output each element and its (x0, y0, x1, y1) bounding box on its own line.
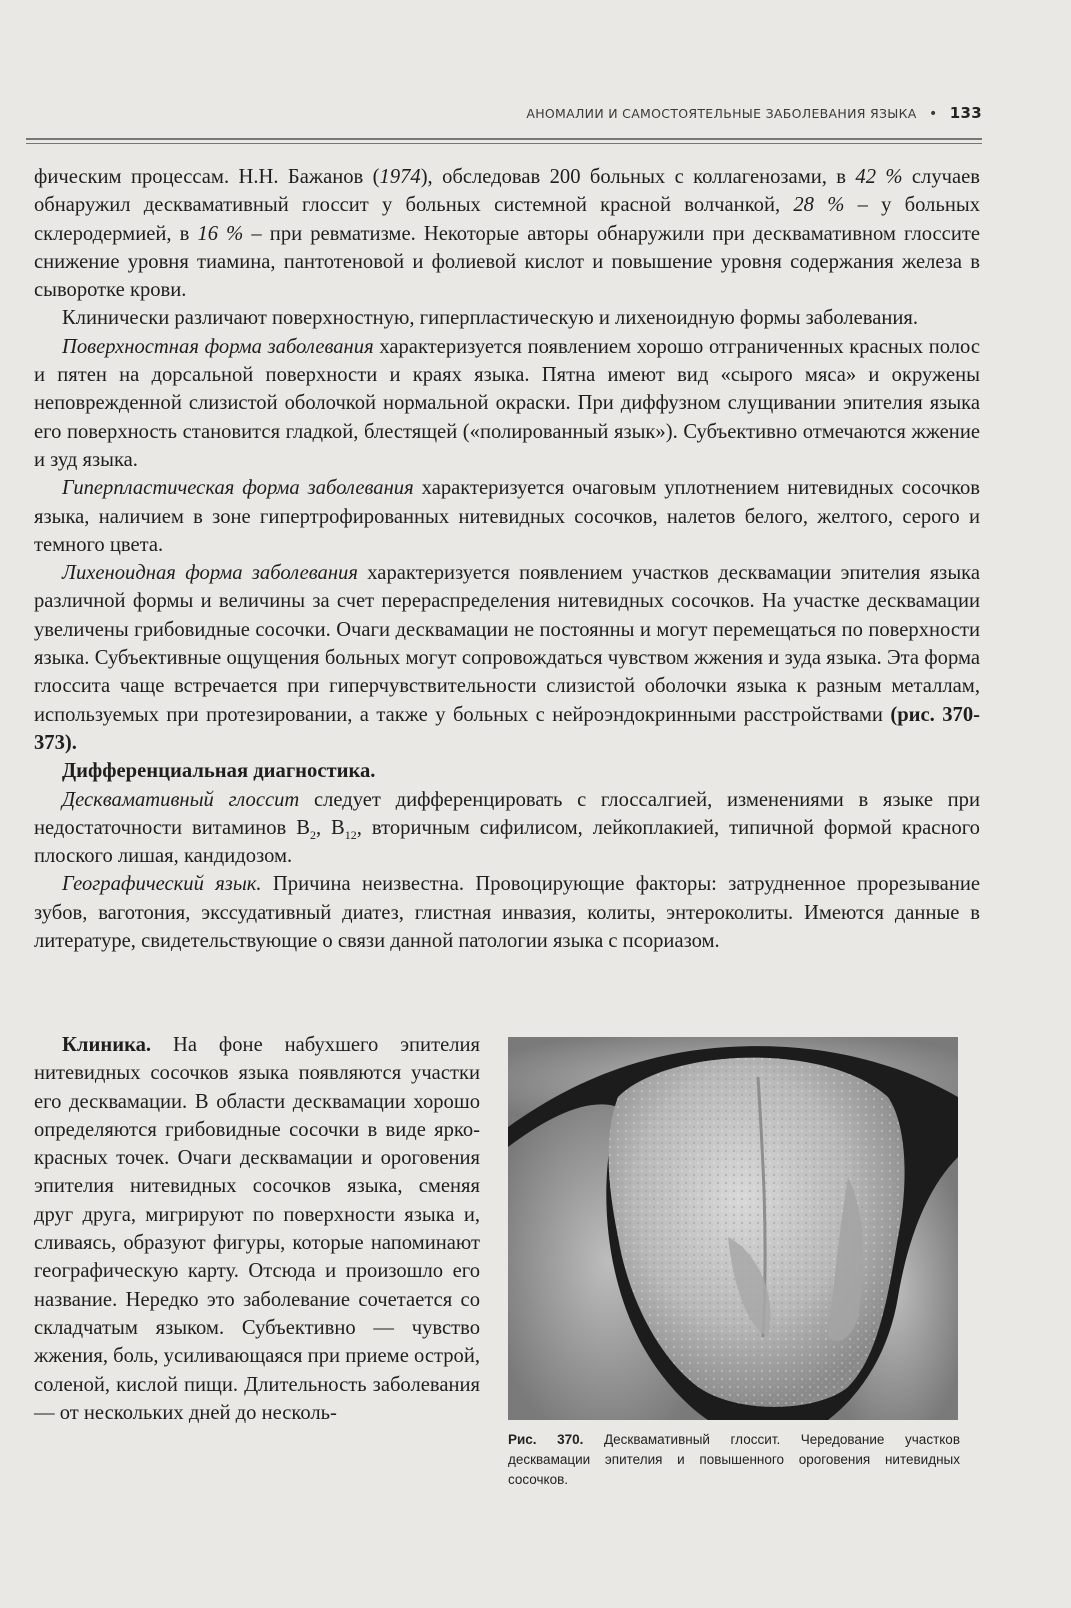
figure-reference: (рис. 370-373). (34, 703, 980, 754)
paragraph-5: Лихеноидная форма заболевания характеризуется появлением участков десквамации эпителия языка различной формы и величины за счет перераспределения нитевидных сосочков. На участке десквамации увеличены грибовидные сосочки. Очаги десквамации не постоянны и могут перемещаться по поверхности языка. Субъективные ощущения больных могут сопровождаться чувством жжения и зуда языка. Эта форма глоссита чаще встречается при гиперчувствительности слизистой оболочки языка к разным металлам, используемых при протезировании, а также у больных с нейроэндокринными расстройствами (рис. 370-373). (34, 562, 980, 754)
running-header (26, 104, 982, 122)
running-title: АНОМАЛИИ И САМОСТОЯТЕЛЬНЫЕ ЗАБОЛЕВАНИЯ ЯЗЫКА (526, 106, 917, 121)
paragraph-9: Клиника. На фоне набухшего эпителия нитевидных сосочков языка появляются участки его десквамации. В области десквамации хорошо определяются грибовидные сосочки в виде ярко-красных точек. Очаги десквамации и ороговения эпителия нитевидных сосочков языка, сменяя друг друга, мигрируют по поверхности языка и, сливаясь, образуют фигуры, которые напоминают географическую карту. Отсюда и произошло его название. Нередко это заболевание сочетается со складчатым языком. Субъективно — чувство жжения, боль, усиливающаяся при приеме острой, соленой, кислой пищи. Длительность заболевания — от нескольких дней до несколь- (34, 1034, 480, 1424)
paragraph-3: Поверхностная форма заболевания характеризуется появлением хорошо отграниченных красных полос и пятен на дорсальной поверхности и краях языка. Пятна имеют вид «сырого мяса» и окружены неповрежденной слизистой оболочкой нормальной окраски. При диффузном слущивании эпителия языка его поверхность становится гладкой, блестящей («полированный язык»). Субъективно отмечаются жжение и зуд языка. (34, 335, 981, 471)
header-rule-thin (26, 143, 982, 144)
paragraph-4: Гиперпластическая форма заболевания характеризуется очаговым уплотнением нитевидных сосочков языка, наличием в зоне гипертрофированных нитевидных сосочков, налетов белого, желтого, серого и темного цвета. (34, 477, 980, 556)
term-lichenoid: Лихеноидная форма заболевания (62, 562, 358, 585)
page-number: 133 (949, 104, 982, 122)
figure-caption (508, 1430, 960, 1490)
term-clinic: Клиника. (62, 1034, 152, 1056)
figure-caption-text: Десквамативный глоссит. Чередование участков десквамации эпителия и повышенного ороговения нитевидных сосочков. (508, 1432, 960, 1487)
header-rule-thick (26, 138, 982, 140)
figure-label: Рис. 370. (508, 1432, 584, 1447)
tongue-photo (508, 1037, 958, 1420)
paragraph-2: Клинически различают поверхностную, гиперпластическую и лихеноидную формы заболевания. (62, 307, 919, 330)
paragraph-7: Десквамативный глоссит следует дифференцировать с глоссалгией, изменениями в языке при недостаточности витаминов $B_2$, $B_{12}$, вторичным сифилисом, лейкоплакией, типичной формой красного плоского лишая, кандидозом. (34, 788, 980, 868)
term-hyperplastic: Гиперпластическая форма заболевания (62, 477, 414, 500)
term-desquamative: Десквамативный глоссит (62, 788, 300, 811)
paragraph-1: фическим процессам. Н.Н. Бажанов (1974), обследовав 200 больных с коллагенозами, в 42 % случаев обнаружил десквамативный глоссит у больных системной красной волчанкой, 28 % – у больных склеродермией, в 16 % – при ревматизме. Некоторые авторы обнаружили при десквамативном глоссите снижение уровня тиамина, пантотеновой и фолиевой кислот и повышение уровня содержания железа в сыворотке крови. (34, 166, 980, 302)
term-geographic: Географический язык. (62, 873, 262, 896)
main-text (34, 163, 980, 955)
paragraph-8: Географический язык. Причина неизвестна. Провоцирующие факторы: затрудненное прорезывание зубов, ваготония, экссудативный диатез, глистная инвазия, колиты, энтероколиты. Имеются данные в литературе, свидетельствующие о связи данной патологии языка с псориазом. (34, 873, 981, 953)
left-column-text (34, 1031, 480, 1427)
header-bullet: • (928, 106, 938, 122)
section-heading-differential: Дифференциальная диагностика. (62, 760, 376, 783)
term-superficial: Поверхностная форма заболевания (62, 335, 374, 358)
